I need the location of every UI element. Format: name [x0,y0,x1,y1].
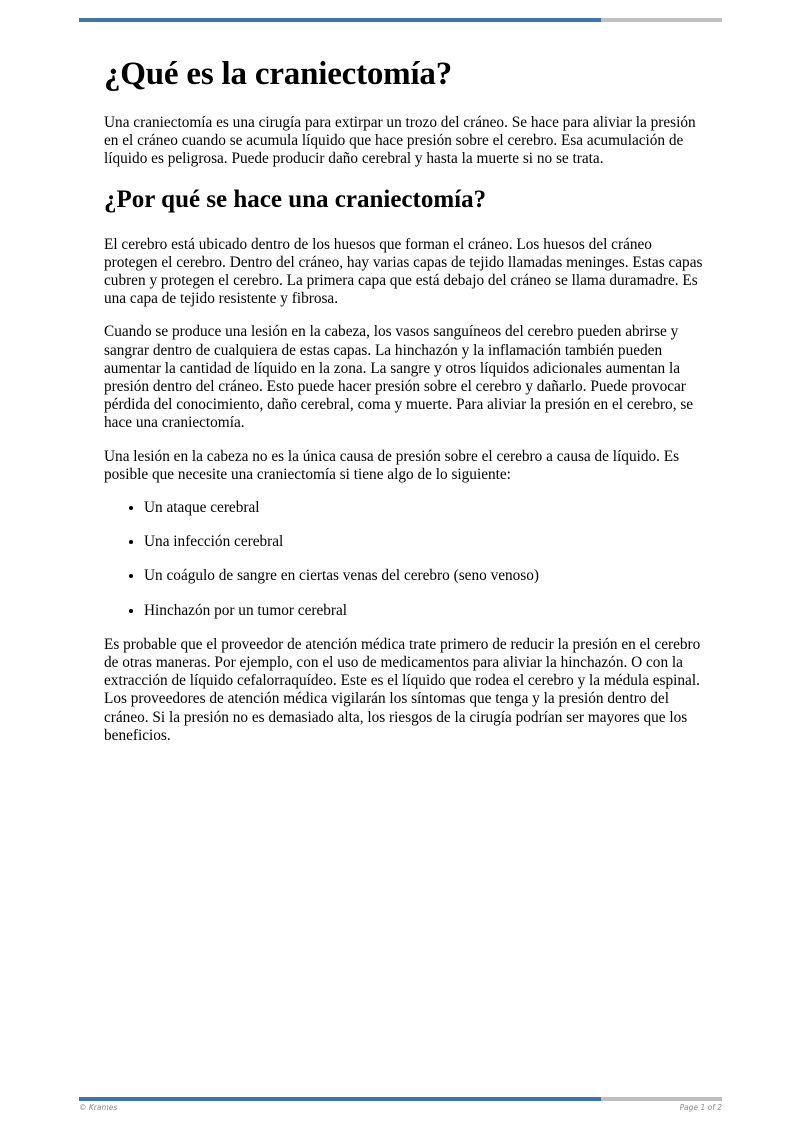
body-paragraph: Cuando se produce una lesión en la cabeza, los vasos sanguíneos del cerebro pueden abrirse y sangrar dentro de cualquiera de estas capas. La hinchazón y la inflamación también pueden aumentar la cantidad de líquido en la zona. La sangre y otros líquidos adicionales aumentan la presión dentro del cráneo. Esto puede hacer presión sobre el cerebro y dañarlo. Puede provocar pérdida del conocimiento, daño cerebral, coma y muerte. Para aliviar la presión en el cerebro, se hace una craniectomía. [104,323,694,432]
body-paragraph: Una lesión en la cabeza no es la única causa de presión sobre el cerebro a causa de líquido. Es posible que necesite una craniectomía si tiene algo de lo siguiente: [104,447,680,483]
page-title: ¿Qué es la craniectomía? [104,56,453,92]
footer-divider-accent [79,1097,601,1101]
list-item: • Un coágulo de sangre en ciertas venas del cerebro (seno venoso) [144,567,704,585]
section-heading: ¿Por qué se hace una craniectomía? [104,185,487,213]
page-number: Page 1 of 2 [679,1103,722,1112]
header-divider-bar [79,18,722,22]
footer-divider-bar [79,1097,722,1101]
header-divider-accent [79,18,601,22]
list-item: • Un ataque cerebral [144,499,704,517]
document-body [104,52,704,760]
body-paragraph: El cerebro está ubicado dentro de los huesos que forman el cráneo. Los huesos del cráneo protegen el cerebro. Dentro del cráneo, hay varias capas de tejido llamadas meninges. Estas capas cubren y protegen el cerebro. La primera capa que está debajo del cráneo se llama duramadre. Es una capa de tejido resistente y fibrosa. [104,235,703,308]
causes-list [104,499,704,620]
copyright-text: © Krames [79,1103,118,1112]
footer-divider-secondary [601,1097,722,1101]
intro-paragraph: Una craniectomía es una cirugía para extirpar un trozo del cráneo. Se hace para aliviar la presión en el cráneo cuando se acumula líquido que hace presión sobre el cerebro. Esa acumulación de líquido es peligrosa. Puede producir daño cerebral y hasta la muerte si no se trata. [104,114,696,168]
page-footer [79,1103,722,1112]
closing-paragraph: Es probable que el proveedor de atención médica trate primero de reducir la presión en el cerebro de otras maneras. Por ejemplo, con el uso de medicamentos para aliviar la hinchazón. O con la extracción de líquido cefalorraquídeo. Este es el líquido que rodea el cerebro y la médula espinal. Los proveedores de atención médica vigilarán los síntomas que tenga y la presión dentro del cráneo. Si la presión no es demasiado alta, los riesgos de la cirugía podrían ser mayores que los beneficios. [104,635,701,744]
list-item: • Hinchazón por un tumor cerebral [144,602,704,620]
list-item: • Una infección cerebral [144,533,704,551]
header-divider-secondary [601,18,722,22]
